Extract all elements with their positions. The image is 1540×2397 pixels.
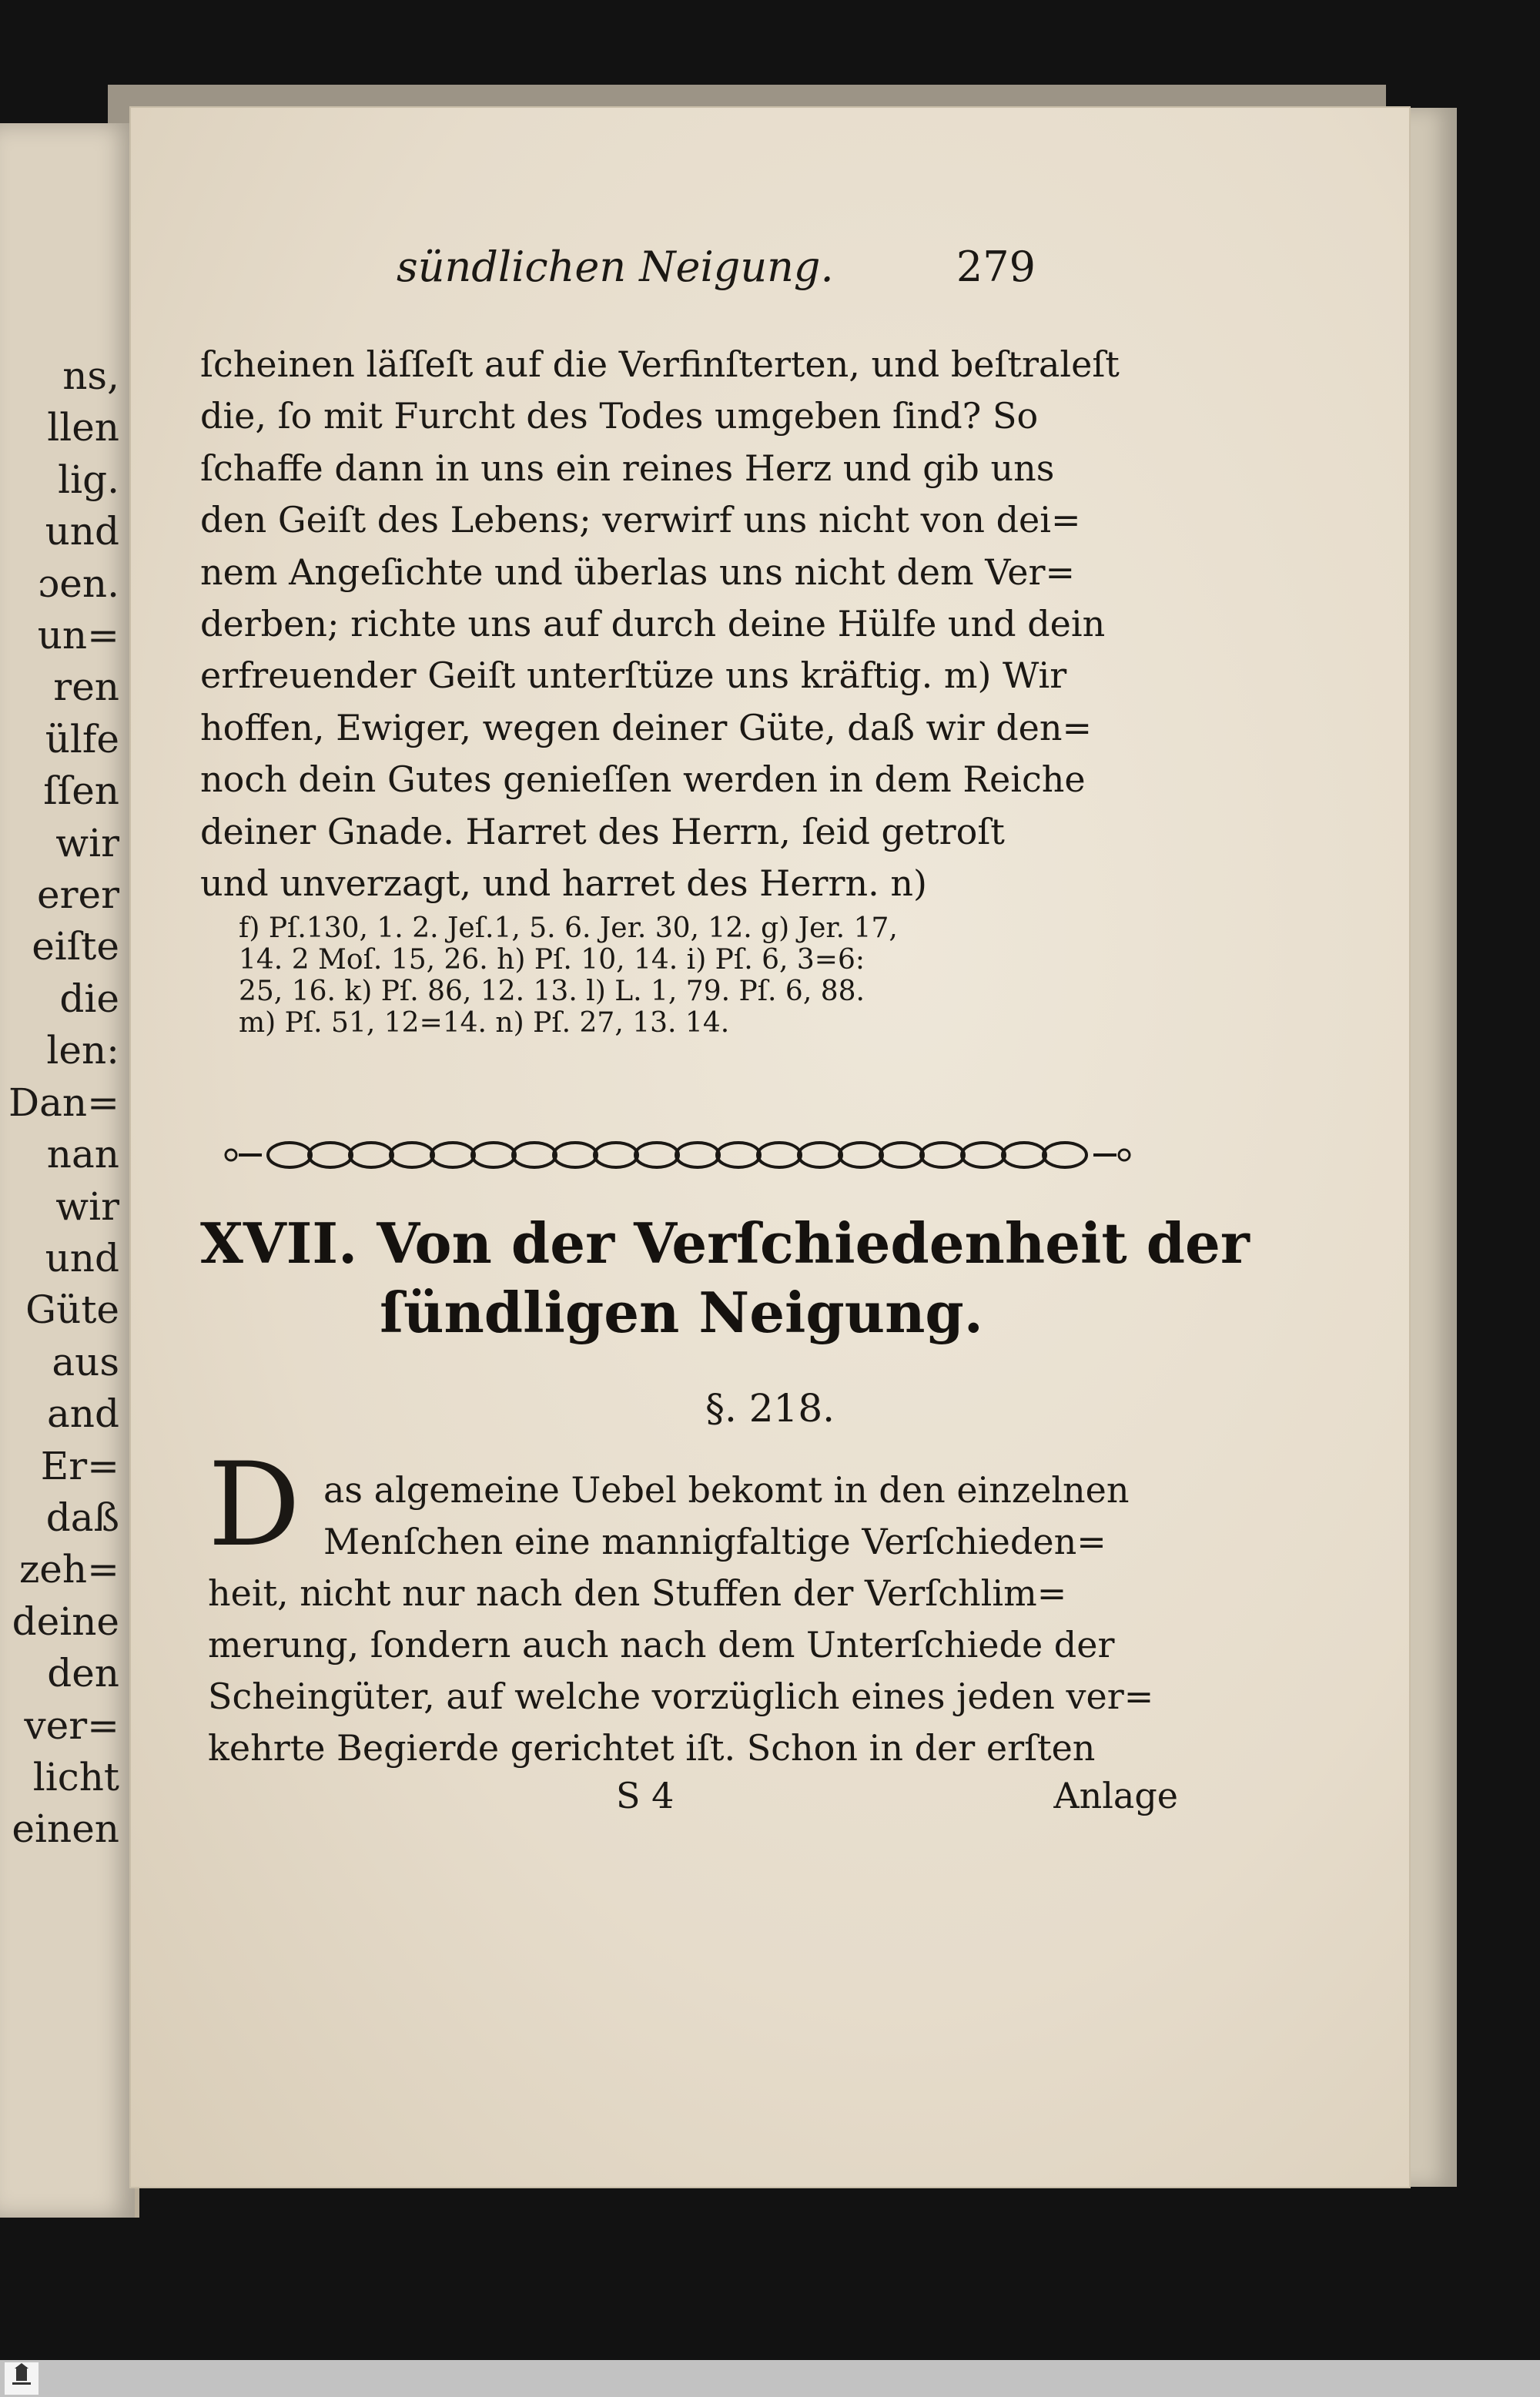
previous-page-line-ending: ns,: [62, 353, 119, 398]
previous-page-line-ending: deine: [12, 1599, 119, 1644]
previous-page-line-ending: Er=: [40, 1443, 119, 1488]
running-title: sündlichen Neigung.: [397, 243, 834, 291]
printer-signature: S 4: [616, 1775, 675, 1816]
ornament-link: [717, 1143, 760, 1167]
body-text-line: die, ſo mit Furcht des Todes umgeben ſind? So: [200, 395, 1039, 437]
ornament-link: [758, 1143, 801, 1167]
body-text-line: erfreuender Geiſt unterſtüze uns kräftig. m) Wir: [200, 654, 1067, 697]
running-head: [397, 243, 1036, 304]
footnote-line: m) Pſ. 51, 12=14. n) Pſ. 27, 13. 14.: [239, 1007, 730, 1039]
previous-page-line-ending: und: [45, 1235, 119, 1281]
viewer-bottom-bar: [0, 2360, 1540, 2397]
footnote-line: f) Pſ.130, 1. 2. Jeſ.1, 5. 6. Jer. 30, 12. g) Jer. 17,: [239, 912, 898, 944]
book-page: [131, 108, 1409, 2187]
paragraph-line: Menſchen eine mannigfaltige Verſchieden=: [323, 1521, 1106, 1562]
body-text: [200, 339, 1140, 909]
previous-page-line-ending: and: [46, 1391, 119, 1437]
previous-page-line-ending: Dan=: [8, 1080, 119, 1125]
previous-page-line-endings: [0, 350, 119, 1856]
ornament-link: [839, 1143, 882, 1167]
paragraph-line: kehrte Begierde gerichtet iſt. Schon in der erſten: [208, 1727, 1096, 1769]
previous-page-line-ending: ren: [53, 665, 119, 710]
ornament-link: [513, 1143, 556, 1167]
ornament-link: [676, 1143, 719, 1167]
ornament-link: [880, 1143, 923, 1167]
previous-page-line-ending: ɔen.: [38, 561, 119, 606]
drop-capital: D: [208, 1438, 301, 1572]
footnote-line: 14. 2 Moſ. 15, 26. h) Pſ. 10, 14. i) Pſ. 6, 3=6:: [239, 944, 865, 976]
decorative-rule-ornament: [216, 1128, 1140, 1182]
body-text-line: hoffen, Ewiger, wegen deiner Güte, daß wir den=: [200, 706, 1093, 748]
previous-page-line-ending: erer: [37, 872, 119, 918]
paragraph-line: as algemeine Uebel bekomt in den einzelnen: [323, 1469, 1130, 1511]
previous-page-line-ending: llen: [47, 405, 119, 450]
previous-page-line-ending: licht: [32, 1754, 119, 1799]
chapter-title-line-2: ſündligen Neigung.: [380, 1280, 983, 1345]
previous-page-line-ending: un=: [37, 613, 119, 658]
ornament-link: [431, 1143, 474, 1167]
previous-page-line-ending: ülfe: [45, 716, 119, 762]
previous-page-line-ending: daß: [45, 1495, 119, 1540]
chapter-heading: [200, 1209, 1250, 1347]
section-number: §. 218.: [705, 1386, 835, 1431]
previous-page-line-ending: und: [45, 509, 119, 554]
footnote-line: 25, 16. k) Pſ. 86, 12. 13. l) L. 1, 79. Pſ. 6, 88.: [239, 976, 865, 1007]
previous-page-line-ending: zeh=: [18, 1547, 119, 1592]
footnotes: [239, 912, 1147, 1039]
ornament-link: [594, 1143, 638, 1167]
previous-page-line-ending: wir: [55, 820, 119, 865]
body-text-line: noch dein Gutes genieſſen werden in dem Reiche: [200, 758, 1086, 801]
previous-page-line-ending: wir: [55, 1183, 119, 1229]
previous-page-line-ending: ſſen: [43, 768, 119, 814]
ornament-link: [1003, 1143, 1046, 1167]
body-text-line: ſcheinen läſſeſt auf die Verfinſterten, und beſtraleſt: [200, 343, 1120, 385]
paragraph-line: heit, nicht nur nach den Stuffen der Verſchlim=: [208, 1572, 1067, 1614]
page-number: 279: [956, 243, 1036, 291]
ornament-link: [268, 1143, 311, 1167]
previous-page-line-ending: aus: [52, 1339, 119, 1384]
ornament-link: [798, 1143, 842, 1167]
catchword: Anlage: [1053, 1775, 1178, 1816]
previous-page-line-ending: einen: [12, 1806, 119, 1852]
ornament-link: [309, 1143, 352, 1167]
paragraph-line: merung, ſondern auch nach dem Unterſchiede der: [208, 1624, 1115, 1666]
ornament-link: [1043, 1143, 1086, 1167]
ornament-link: [472, 1143, 515, 1167]
paragraph-continuation: [208, 1568, 1178, 1774]
body-text-line: ſchaffe dann in uns ein reines Herz und gib uns: [200, 447, 1055, 489]
paragraph-opening-lines: [323, 1465, 1178, 1568]
previous-page-line-ending: ver=: [24, 1702, 119, 1748]
ornament-link: [390, 1143, 434, 1167]
body-text-line: den Geiſt des Lebens; verwirf uns nicht von dei=: [200, 499, 1081, 541]
ornament-link: [635, 1143, 678, 1167]
previous-page-line-ending: nan: [46, 1132, 119, 1177]
body-text-line: nem Angeſichte und überlas uns nicht dem Ver=: [200, 551, 1076, 593]
previous-page-line-ending: len:: [46, 1028, 119, 1073]
body-text-line: deiner Gnade. Harret des Herrn, ſeid getroſt: [200, 810, 1005, 852]
previous-page-fragment: [0, 123, 139, 2218]
previous-page-line-ending: die: [59, 976, 119, 1021]
previous-page-line-ending: den: [47, 1651, 119, 1696]
previous-page-line-ending: Güte: [25, 1287, 119, 1333]
body-text-line: derben; richte uns auf durch deine Hülfe und dein: [200, 603, 1106, 645]
library-logo-icon: [5, 2362, 38, 2395]
paragraph-line: Scheingüter, auf welche vorzüglich eines jeden ver=: [208, 1676, 1154, 1717]
chapter-title-line-1: XVII. Von der Verſchiedenheit der: [200, 1210, 1250, 1276]
ornament-link: [554, 1143, 597, 1167]
body-text-line: und unverzagt, und harret des Herrn. n): [200, 862, 927, 905]
previous-page-line-ending: eiſte: [32, 924, 119, 969]
ornament-link: [962, 1143, 1005, 1167]
ornament-link: [350, 1143, 393, 1167]
ornament-link: [921, 1143, 964, 1167]
previous-page-line-ending: lig.: [58, 457, 119, 502]
catchline: [208, 1775, 1178, 1829]
